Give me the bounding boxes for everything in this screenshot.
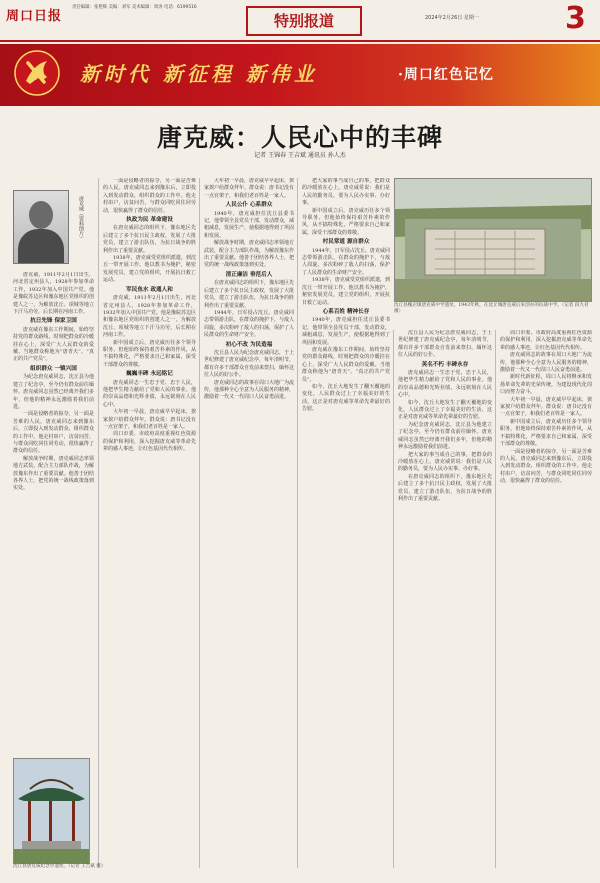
section-title: 特别报道 [246,6,362,36]
paragraph: 唐克威同志的故事在周口大地广为流传，他那种全心全意为人民服务的精神，激励着一代又一代周口人民奋勇前进。 [500,352,592,374]
paragraph: 一面是侵略者的掠夺，另一面是苦难的人民。唐克威同志来到豫东后，立即投入到发动群众、组织群众的工作中。他走村串户，访贫问苦，与群众同吃同住同劳动，很快赢得了群众的信任。 [500,448,592,485]
paragraph: 为纪念唐克威同志，沈丘县为他建立了纪念亭，至今仍有群众前往缅怀。唐克威同志虽然已经离开我们多年，但他的精神永远激励着我们前进。 [13,374,94,410]
paragraph: 解放战争时期，唐克威同志率领地方武装，配合主力部队作战，为解放豫东作出了重要贡献。他善于团结各界人士，把党的统一战线政策落到实处。 [13,455,94,492]
masthead-rule [0,40,600,42]
column-divider [297,178,298,868]
memorial-photo [394,178,592,302]
page-number: 3 [565,1,586,36]
text-column-6 [500,330,592,868]
paragraph: 唐克威在豫东工作期间，始终坚持党的群众路线，时刻把群众的冷暖挂在心上，深受广大人民群众的爱戴。当地群众称他为“唐青天”、“真正的共产党员”。 [302,346,390,383]
section-heading: 初心不改 为民造福 [225,341,273,348]
paragraph: 在唐克威同志的组织下，豫东地区先后建立了多个抗日民主政权，发展了大批党员，建立了游击队伍，为抗日战争的胜利作出了重要贡献。 [398,473,492,502]
article-headline: 唐克威：人民心中的丰碑 [156,123,443,152]
paragraph: 1944年，日军侵占沈丘。唐克威同志带领游击队，在群众的掩护下，与敌人周旋，多次粉碎了敌人的扫荡，保护了人民群众的生命财产安全。 [204,309,294,339]
paragraph: 唐克威同志一生忠于党、忠于人民，他把毕生精力献给了党和人民的事业。他的崇高品德和光辉业绩，永远铭刻在人民心中。 [398,370,492,399]
paragraph: 唐克威同志的故事在周口大地广为流传，他那种全心全意为人民服务的精神，激励着一代又一代周口人民奋勇前进。 [204,379,294,401]
paragraph: 解放战争时期，唐克威同志率领地方武装，配合主力部队作战，为解放豫东作出了重要贡献。他善于团结各界人士，把党的统一战线政策落到实处。 [204,240,294,269]
paragraph: 周口市委、市政府高度重视红色资源的保护和利用，深入挖掘唐克威等革命先辈的感人事迹，让红色基因代代相传。 [500,330,592,351]
issue-date: 2024年2月26日 星期一 [425,15,479,21]
text-column-2 [103,178,196,868]
column-divider [199,178,200,868]
section-heading: 村民常道 源自群众 [322,239,370,246]
paragraph: 1938年，唐克威受党组织派遣，到沈丘一带开展工作。他以教书为掩护，秘密发展党员，建立党的组织，开展抗日救亡运动。 [302,277,390,306]
section-heading: 巍巍丰碑 永远铭记 [126,371,173,378]
paragraph: 如今，沈丘大地发生了翻天覆地的变化，人民群众过上了幸福美好的生活，这正是对唐克威等革命先辈最好的告慰。 [302,383,390,413]
masthead-info: 责任编辑：张艳辉 美编：刘军 美术编辑：周涛 电话：6199516 [72,5,197,10]
paragraph: 沈丘县人民为纪念唐克威同志，于上世纪修建了唐克威纪念亭，每年清明节，都有许多干部群众自发前来祭扫，缅怀这位人民的好公仆。 [398,330,492,359]
banner-slogan: 新时代 新征程 新伟业 [80,62,318,86]
photo-caption: 沈丘县槐店镇唐克威中学遗址。1943年秋，在沈丘城唐克威后来创办的抗战中学。（记者 段九君 摄） [394,303,589,314]
column-divider [393,330,394,868]
paragraph: 唐克威，1911年2月1日出生，河北省定州县人，1928年参加革命工作，1932年加入中国共产党。他是豫皖苏边区和豫东地区党组织的创建人之一，为解放沈丘、项城等地立下汗马功劳，后长期在河南工作。 [13,272,94,316]
paragraph: 新中国成立后，唐克威历任多个领导职务，但他始终保持艰苦朴素的作风，从不搞特殊化，严格要求自己和家属，深受干部群众的尊敬。 [500,418,592,448]
paragraph: 一面是侵略者的掠夺，另一面是苦难的人民。唐克威同志来到豫东后，立即投入到发动群众、组织群众的工作中。他走村串户，访贫问苦，与群众同吃同住同劳动，很快赢得了群众的信任。 [103,178,196,214]
paragraph: 新时代新征程，周口人民将继承和发扬革命先辈的光荣传统，为建设现代化周口而努力奋斗。 [500,374,592,396]
paragraph: 1944年，日军侵占沈丘。唐克威同志带领游击队，在群众的掩护下，与敌人周旋，多次粉碎了敌人的扫荡，保护了人民群众的生命财产安全。 [302,247,390,276]
text-column-3 [204,178,294,868]
newspaper-logo: 周口日报 [6,9,63,24]
section-heading: 军民鱼水 政通人和 [126,286,173,293]
paragraph: 在唐克威同志的组织下，豫东地区先后建立了多个抗日民主政权，发展了大批党员，建立了游击队伍，为抗日战争的胜利作出了重要贡献。 [204,280,294,309]
paragraph: 把大家的事当成自己的事，把群众的冷暖放在心上。唐克威常说：我们是人民的勤务员，要为人民办实事、办好事。 [302,178,390,207]
section-heading: 人民公仆 心系群众 [225,202,273,209]
section-heading: 抗日先锋 保家卫国 [30,318,77,325]
banner-subtitle: ·周口红色记忆 [398,67,494,83]
column-divider [98,178,99,868]
party-emblem-icon [14,50,60,96]
paragraph: 1940年，唐克威担任沈丘县委书记，他带领全县党员干部，发动群众，减租减息，发展生产，使根据地得到了巩固和发展。 [302,317,390,346]
paragraph: 1940年，唐克威担任沈丘县委书记，他带领全县党员干部，发动群众，减租减息，发展生产，使根据地得到了巩固和发展。 [204,210,294,239]
paragraph: 一面是侵略者的掠夺，另一面是苦难的人民。唐克威同志来到豫东后，立即投入到发动群众、组织群众的工作中。他走村串户，访贫问苦，与群众同吃同住同劳动，很快赢得了群众的信任。 [13,411,94,455]
section-heading: 清正廉洁 垂范后人 [225,271,273,278]
paragraph: 在唐克威同志的组织下，豫东地区先后建立了多个抗日民主政权，发展了大批党员，建立了游击队伍，为抗日战争的胜利作出了重要贡献。 [103,225,196,254]
paragraph: 唐克威，1911年2月1日出生，河北省定州县人，1928年参加革命工作，1932年加入中国共产党。他是豫皖苏边区和豫东地区党组织的创建人之一，为解放沈丘、项城等地立下汗马功劳，后长期在河南工作。 [103,295,196,339]
paragraph: 大年初一早晨，唐克威早早起床，挨家挨户给群众拜年。群众说：唐书记没有一点官架子，和我们老百姓是一家人。 [204,178,294,199]
pavilion-photo [13,758,90,864]
paragraph: 把大家的事当成自己的事，把群众的冷暖放在心上。唐克威常说：我们是人民的勤务员，要为人民办实事、办好事。 [398,451,492,473]
portrait-caption: 唐克威（资料图片） [78,196,84,241]
paragraph: 周口市委、市政府高度重视红色资源的保护和利用，深入挖掘唐克威等革命先辈的感人事迹，让红色基因代代相传。 [103,431,196,453]
paragraph: 沈丘县人民为纪念唐克威同志，于上世纪修建了唐克威纪念亭，每年清明节，都有许多干部群众自发前来祭扫，缅怀这位人民的好公仆。 [204,349,294,379]
column-divider [495,330,496,868]
paragraph: 新中国成立后，唐克威历任多个领导职务，但他始终保持艰苦朴素的作风，从不搞特殊化，严格要求自己和家属，深受干部群众的尊敬。 [302,207,390,236]
section-heading: 心系百姓 精神长存 [322,308,370,315]
text-column-5 [398,330,492,868]
paragraph: 1938年，唐克威受党组织派遣，到沈丘一带开展工作。他以教书为掩护，秘密发展党员，建立党的组织，开展抗日救亡运动。 [103,255,196,284]
text-column-4 [302,178,390,868]
text-column-1 [13,272,94,750]
paragraph: 唐克威同志一生忠于党、忠于人民，他把毕生精力献给了党和人民的事业。他的崇高品德和光辉业绩，永远铭刻在人民心中。 [103,379,196,408]
paragraph: 唐克威在豫东工作期间，始终坚持党的群众路线，时刻把群众的冷暖挂在心上，深受广大人民群众的爱戴。当地群众称他为“唐青天”、“真正的共产党员”。 [13,326,94,363]
paragraph: 新中国成立后，唐克威历任多个领导职务，但他始终保持艰苦朴素的作风，从不搞特殊化，严格要求自己和家属，深受干部群众的尊敬。 [103,339,196,368]
article-byline: 记者 王锦春 王吉斌 通讯员 孙人杰 [254,152,346,159]
paragraph: 大年初一早晨，唐克威早早起床，挨家挨户给群众拜年。群众说：唐书记没有一点官架子，和我们老百姓是一家人。 [103,409,196,430]
paragraph: 如今，沈丘大地发生了翻天覆地的变化，人民群众过上了幸福美好的生活，这正是对唐克威等革命先辈最好的告慰。 [398,399,492,421]
section-heading: 英名不朽 丰碑永存 [421,361,469,368]
paragraph: 为纪念唐克威同志，沈丘县为他建立了纪念亭，至今仍有群众前往缅怀。唐克威同志虽然已经离开我们多年，但他的精神永远激励着我们前进。 [398,421,492,451]
paragraph: 大年初一早晨，唐克威早早起床，挨家挨户给群众拜年。群众说：唐书记没有一点官架子，和我们老百姓是一家人。 [500,396,592,418]
section-heading: 执政为民 革命建设 [126,217,173,224]
portrait-photo [13,190,69,264]
pavilion-caption: 沈丘县唐克威纪念亭遗址。（记者 王吉斌 摄） [13,864,106,869]
section-heading: 组织群众 一镇兴国 [30,365,77,372]
